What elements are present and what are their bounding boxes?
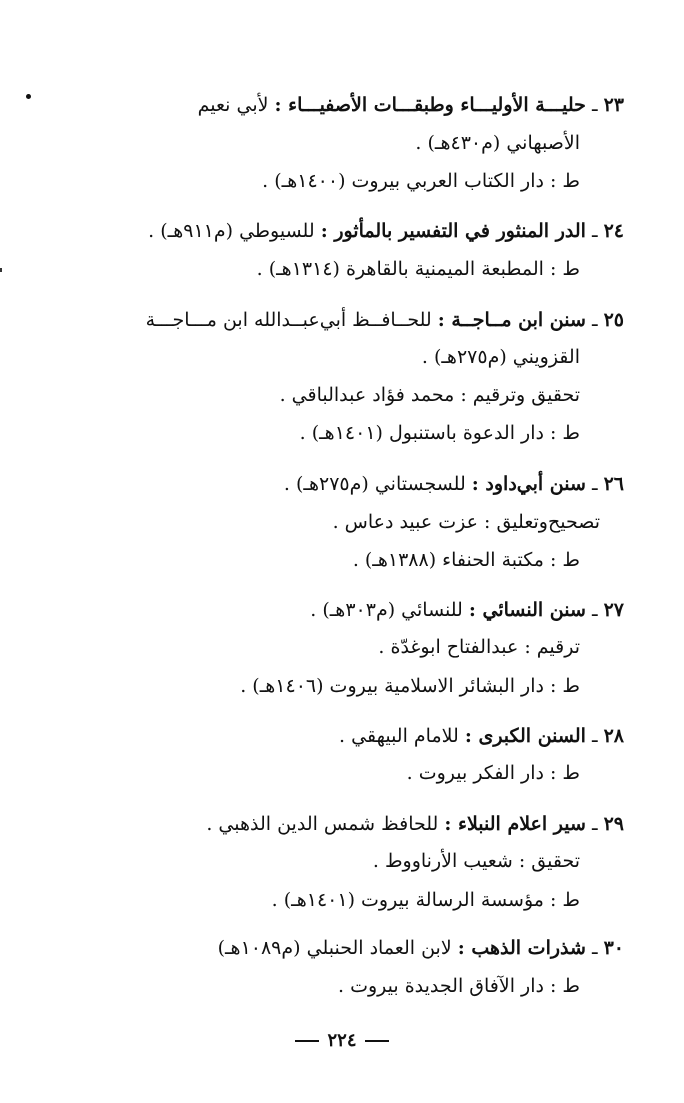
entry-title: الدر المنثور في التفسير بالمأثور : [320, 220, 586, 242]
entry-title: سنن النسائي : [468, 599, 586, 621]
page-number-value: ٢٢٤ [327, 1030, 357, 1051]
entry-author: للنسائي (م٣٠٣هـ) . [310, 599, 463, 621]
entry-23-publisher: ط : دار الكتاب العربي بيروت (١٤٠٠هـ) . [262, 170, 580, 192]
page-number-dash [365, 1040, 389, 1042]
entry-author: للامام البيهقي . [339, 725, 459, 747]
entry-title: سنن أبي‌داود : [471, 473, 586, 495]
entry-author: للحــافــظ أبي‌عبــدالله ابن مـــاجـــة [145, 309, 432, 331]
entry-30-publisher: ط : دار الآفاق الجديدة بيروت . [338, 975, 580, 997]
entry-24-heading: ٢٤ ـ الدر المنثور في التفسير بالمأثور : للسيوطي (م٩١١هـ) . [148, 220, 624, 242]
entry-28-publisher: ط : دار الفكر بيروت . [406, 762, 580, 784]
entry-25-continuation: القزويني (م٢٧٥هـ) . [421, 346, 580, 368]
entry-29-editor: تحقيق : شعيب الأرناووط . [372, 850, 580, 872]
entry-26-editor: تصحيح‌وتعليق : عزت عبيد دعاس . [332, 511, 600, 533]
entry-title: سير اعلام النبلاء : [444, 813, 586, 835]
entry-27-editor: ترقيم : عبدالفتاح ابوغدّة . [378, 636, 580, 658]
entry-title: السنن الكبرى : [464, 725, 586, 747]
entry-number: ٢٦ [603, 473, 624, 495]
page-number-dash [295, 1040, 319, 1042]
margin-dot [26, 94, 31, 99]
page-number [0, 1030, 684, 1051]
entry-26-heading: ٢٦ ـ سنن أبي‌داود : للسجستاني (م٢٧٥هـ) . [283, 473, 624, 495]
entry-title: شذرات الذهب : [457, 937, 586, 959]
entry-number: ٢٧ [603, 599, 624, 621]
entry-25-editor: تحقيق وترقيم : محمد فؤاد عبدالباقي . [279, 384, 580, 406]
entry-30-heading: ٣٠ ـ شذرات الذهب : لابن العماد الحنبلي (م١٠٨٩هـ) [217, 937, 624, 959]
entry-24-publisher: ط : المطبعة الميمنية بالقاهرة (١٣١٤هـ) . [256, 258, 580, 280]
margin-tick [0, 268, 2, 272]
entry-author: للسيوطي (م٩١١هـ) . [148, 220, 315, 242]
entry-title: سنن ابن مــاجــة : [437, 309, 586, 331]
entry-author: للحافظ شمس الدين الذهبي . [206, 813, 439, 835]
entry-author: لأبي نعيم [197, 94, 269, 116]
entry-23-continuation: الأصبهاني (م٤٣٠هـ) . [415, 132, 580, 154]
entry-number: ٢٤ [603, 220, 624, 242]
entry-27-heading: ٢٧ ـ سنن النسائي : للنسائي (م٣٠٣هـ) . [310, 599, 624, 621]
entry-number: ٢٩ [603, 813, 624, 835]
entry-title: حليـــة الأوليـــاء وطبقـــات الأصفيـــاء : [274, 94, 586, 116]
entry-28-heading: ٢٨ ـ السنن الكبرى : للامام البيهقي . [339, 725, 624, 747]
entry-number: ٢٣ [603, 94, 624, 116]
entry-23-heading: ٢٣ ـ حليـــة الأوليـــاء وطبقـــات الأصفيـــاء : لأبي نعيم [197, 94, 624, 116]
entry-author: للسجستاني (م٢٧٥هـ) . [283, 473, 466, 495]
entry-27-publisher: ط : دار البشائر الاسلامية بيروت (١٤٠٦هـ) . [240, 675, 580, 697]
entry-number: ٢٥ [603, 309, 624, 331]
entry-number: ٢٨ [603, 725, 624, 747]
entry-number: ٣٠ [603, 937, 624, 959]
entry-25-publisher: ط : دار الدعوة باستنبول (١٤٠١هـ) . [299, 422, 580, 444]
entry-29-heading: ٢٩ ـ سير اعلام النبلاء : للحافظ شمس الدين الذهبي . [206, 813, 624, 835]
entry-26-publisher: ط : مكتبة الحنفاء (١٣٨٨هـ) . [352, 549, 580, 571]
entry-author: لابن العماد الحنبلي (م١٠٨٩هـ) [217, 937, 452, 959]
entry-29-publisher: ط : مؤسسة الرسالة بيروت (١٤٠١هـ) . [271, 889, 580, 911]
entry-25-heading: ٢٥ ـ سنن ابن مــاجــة : للحــافــظ أبي‌عبــدالله ابن مـــاجـــة [145, 309, 624, 331]
